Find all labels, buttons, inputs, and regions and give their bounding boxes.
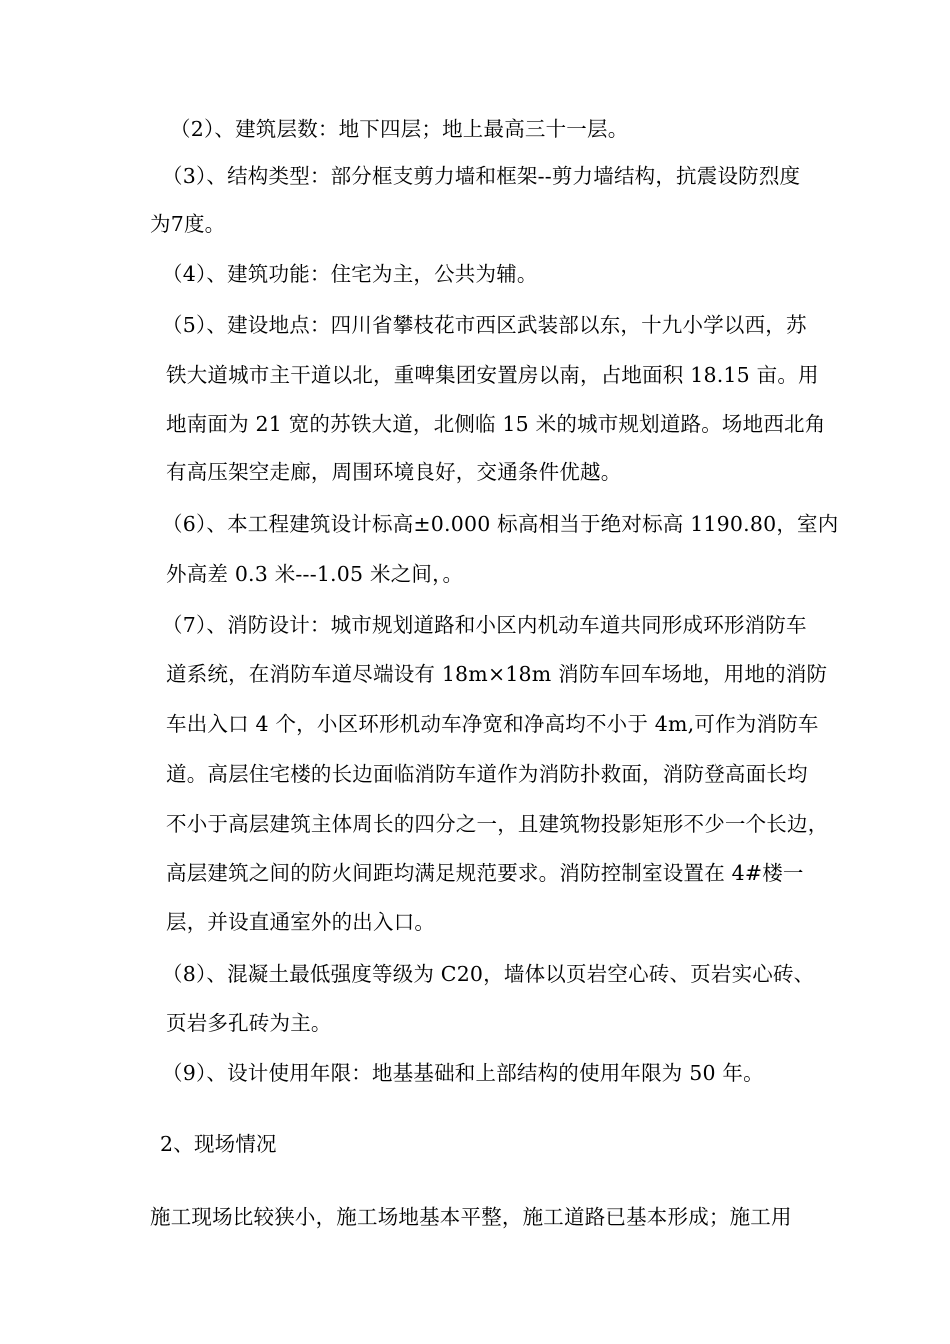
- item-5-continuation-2: 地南面为 21 宽的苏铁大道，北侧临 15 米的城市规划道路。场地西北角: [166, 412, 826, 436]
- item-7-continuation-5: 高层建筑之间的防火间距均满足规范要求。消防控制室设置在 4#楼一: [166, 861, 804, 885]
- section-2-heading: 2、现场情况: [160, 1132, 277, 1156]
- item-9-service-life: （9）、设计使用年限：地基基础和上部结构的使用年限为 50 年。: [162, 1061, 764, 1085]
- item-5-continuation-1: 铁大道城市主干道以北，重啤集团安置房以南，占地面积 18.15 亩。用: [166, 363, 819, 387]
- section-2-paragraph: 施工现场比较狭小，施工场地基本平整，施工道路已基本形成；施工用: [150, 1205, 792, 1229]
- item-7-continuation-1: 道系统，在消防车道尽端设有 18m×18m 消防车回车场地，用地的消防: [166, 662, 828, 686]
- item-7-continuation-4: 不小于高层建筑主体周长的四分之一，且建筑物投影矩形不少一个长边，: [166, 812, 829, 836]
- item-5-continuation-3: 有高压架空走廊，周围环境良好，交通条件优越。: [166, 460, 622, 484]
- item-3-continuation: 为7度。: [150, 212, 226, 236]
- item-7-continuation-3: 道。高层住宅楼的长边面临消防车道作为消防扑救面，消防登高面长均: [166, 762, 808, 786]
- item-8-materials: （8）、混凝土最低强度等级为 C20，墙体以页岩空心砖、页岩实心砖、: [162, 962, 815, 986]
- item-3-structure-type: （3）、结构类型：部分框支剪力墙和框架--剪力墙结构，抗震设防烈度: [162, 164, 801, 188]
- item-8-continuation: 页岩多孔砖为主。: [166, 1011, 332, 1035]
- item-2-building-floors: （2）、建筑层数：地下四层；地上最高三十一层。: [170, 117, 629, 141]
- item-6-continuation: 外高差 0.3 米---1.05 米之间，。: [166, 562, 464, 586]
- item-5-site-location: （5）、建设地点：四川省攀枝花市西区武装部以东，十九小学以西，苏: [162, 313, 807, 337]
- item-7-fire-design: （7）、消防设计：城市规划道路和小区内机动车道共同形成环形消防车: [162, 613, 807, 637]
- item-6-elevation: （6）、本工程建筑设计标高±0.000 标高相当于绝对标高 1190.80，室内: [162, 512, 839, 536]
- item-7-continuation-6: 层，并设直通室外的出入口。: [166, 910, 436, 934]
- item-7-continuation-2: 车出入口 4 个，小区环形机动车净宽和净高均不小于 4m,可作为消防车: [166, 712, 819, 736]
- item-4-building-function: （4）、建筑功能：住宅为主，公共为辅。: [162, 262, 538, 286]
